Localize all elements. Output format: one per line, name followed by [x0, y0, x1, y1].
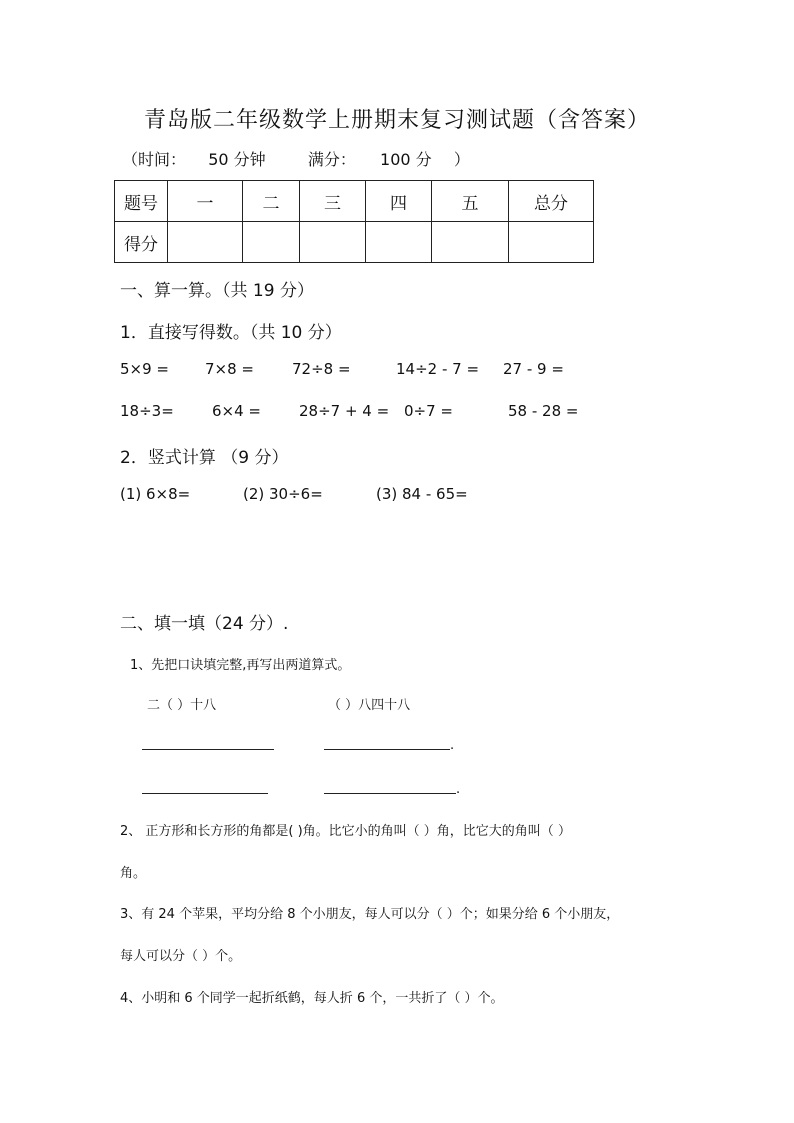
answer-line[interactable] — [142, 793, 268, 794]
score-table-header-row — [115, 181, 594, 222]
question-2-line1: 2、 正方形和长方形的角都是( )角。比它小的角叫（ ）角，比它大的角叫（ ） — [120, 824, 571, 839]
score-cell[interactable] — [432, 222, 509, 263]
score-value: 100 分 — [380, 150, 432, 169]
info-open: （时间： — [122, 150, 187, 169]
score-table — [114, 180, 594, 263]
vertical-calc-item: (3) 84 - 65= — [376, 485, 468, 503]
answer-line[interactable] — [142, 749, 274, 750]
score-cell[interactable] — [509, 222, 594, 263]
line-end-dot: . — [450, 738, 455, 753]
question-2-line2: 角。 — [120, 866, 147, 881]
answer-line[interactable] — [324, 749, 450, 750]
calc-item: 28÷7 + 4 = — [299, 402, 390, 420]
calc-item: 14÷2 - 7 = — [396, 360, 480, 378]
vertical-calc-item: (1) 6×8= — [120, 485, 191, 503]
header-cell: 二 — [243, 181, 300, 222]
calc-item: 58 - 28 = — [508, 402, 579, 420]
score-cell[interactable] — [366, 222, 432, 263]
question-4: 4、小明和 6 个同学一起折纸鹤，每人折 6 个，一共折了（ ）个。 — [120, 991, 504, 1006]
time-value: 50 分钟 — [208, 150, 266, 169]
row-label-cell: 得分 — [115, 222, 168, 263]
calc-item: 6×4 = — [212, 402, 261, 420]
part1-heading: 1．直接写得数。（共 10 分） — [120, 323, 342, 343]
calc-item: 5×9 = — [120, 360, 169, 378]
vertical-calc-item: (2) 30÷6= — [243, 485, 323, 503]
exam-info — [122, 147, 470, 170]
question-1: 1、先把口诀填完整,再写出两道算式。 — [130, 658, 351, 673]
section2-heading: 二、填一填（24 分）. — [120, 614, 289, 634]
calc-item: 0÷7 = — [404, 402, 453, 420]
score-table-score-row — [115, 222, 594, 263]
answer-line[interactable] — [324, 793, 456, 794]
page-title: 青岛版二年级数学上册期末复习测试题（含答案） — [143, 108, 650, 133]
calc-item: 72÷8 = — [292, 360, 351, 378]
score-cell[interactable] — [243, 222, 300, 263]
header-cell: 五 — [432, 181, 509, 222]
multiplication-rhyme-left: 二（ ）十八 — [147, 698, 217, 713]
score-cell[interactable] — [168, 222, 243, 263]
info-close: ） — [453, 150, 470, 169]
question-3-line2: 每人可以分（ ）个。 — [120, 949, 242, 964]
part2-heading: 2．竖式计算 （9 分） — [120, 448, 289, 468]
header-cell: 一 — [168, 181, 243, 222]
header-cell: 题号 — [115, 181, 168, 222]
line-end-dot: . — [456, 782, 461, 797]
header-cell: 四 — [366, 181, 432, 222]
score-label: 满分： — [307, 150, 356, 169]
calc-item: 27 - 9 = — [503, 360, 564, 378]
calc-item: 7×8 = — [205, 360, 254, 378]
question-3-line1: 3、有 24 个苹果，平均分给 8 个小朋友，每人可以分（ ）个；如果分给 6 个小朋友， — [120, 907, 620, 922]
score-cell[interactable] — [300, 222, 366, 263]
calc-item: 18÷3= — [120, 402, 174, 420]
header-cell: 总分 — [509, 181, 594, 222]
multiplication-rhyme-right: （ ）八四十八 — [328, 698, 411, 713]
section1-heading: 一、算一算。（共 19 分） — [120, 281, 314, 301]
header-cell: 三 — [300, 181, 366, 222]
